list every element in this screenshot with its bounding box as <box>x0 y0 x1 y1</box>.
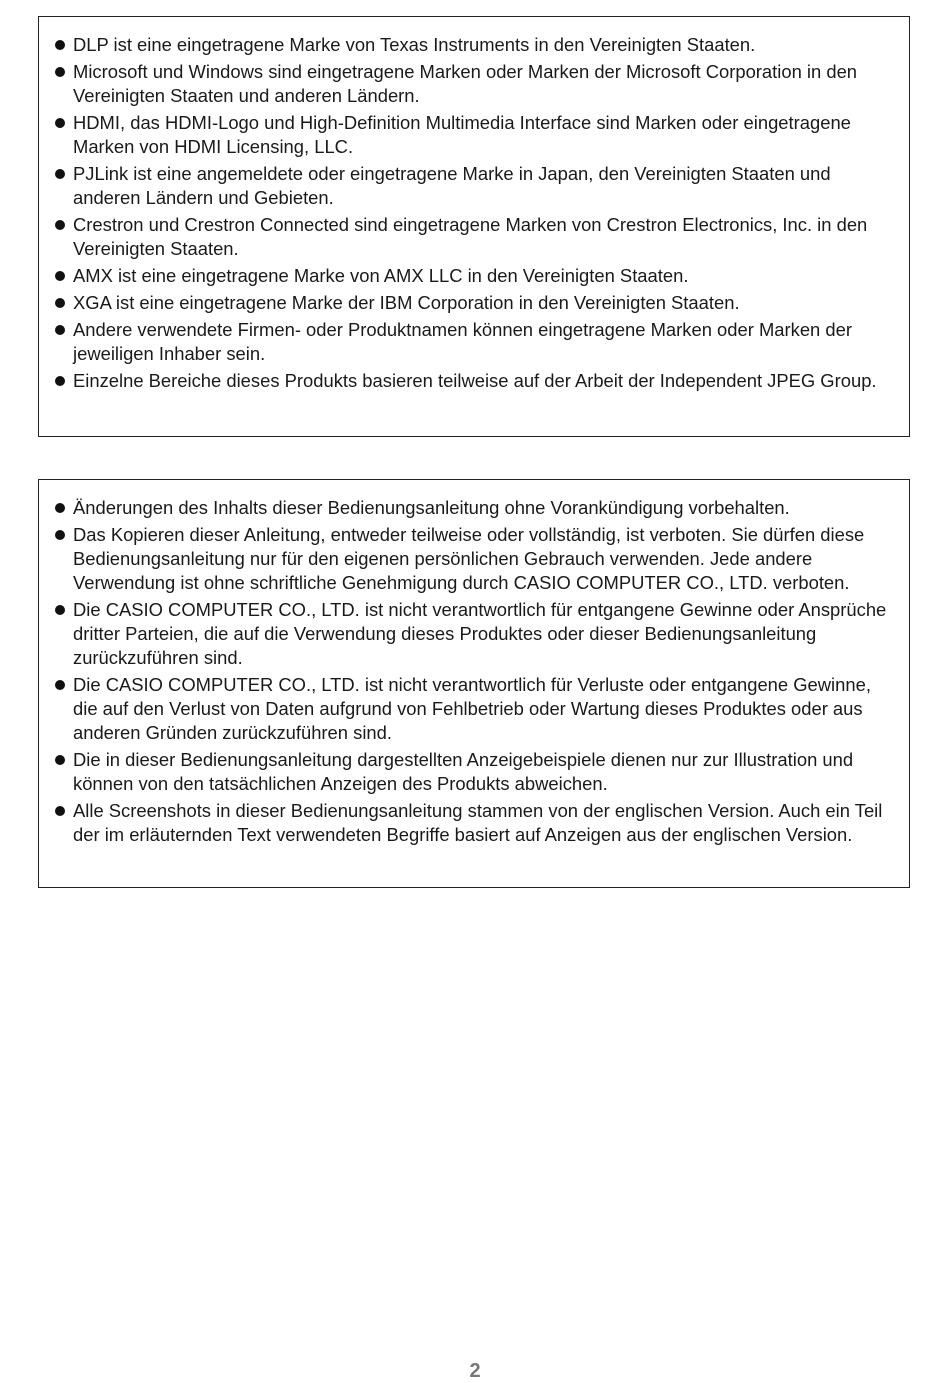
list-item <box>55 748 895 796</box>
list-item <box>55 111 895 159</box>
list-item <box>55 496 895 520</box>
bullet-icon <box>55 40 65 50</box>
bullet-icon <box>55 755 65 765</box>
bullet-icon <box>55 67 65 77</box>
list-item-text: PJLink ist eine angemeldete oder eingetragene Marke in Japan, den Vereinigten Staaten und anderen Ländern und Gebieten. <box>73 163 831 208</box>
bullet-icon <box>55 325 65 335</box>
list-item <box>55 369 895 393</box>
list-item <box>55 213 895 261</box>
list-item-text: Microsoft und Windows sind eingetragene Marken oder Marken der Microsoft Corporation in den Vereinigten Staaten und anderen Ländern. <box>73 61 858 106</box>
bullet-icon <box>55 605 65 615</box>
bullet-icon <box>55 271 65 281</box>
bullet-icon <box>55 220 65 230</box>
list-item-text: Die in dieser Bedienungsanleitung dargestellten Anzeigebeispiele dienen nur zur Illustration und können von den tatsächlichen Anzeigen des Produkts abweichen. <box>73 749 854 794</box>
bullet-icon <box>55 530 65 540</box>
list-item <box>55 673 895 745</box>
page-number: 2 <box>469 1360 481 1382</box>
list-item-text: Die CASIO COMPUTER CO., LTD. ist nicht verantwortlich für Verluste oder entgangene Gewinne, die auf den Verlust von Daten aufgrund von Fehlbetrieb oder Wartung dieses Produktes oder aus anderen Gründen zurückzuführen sind. <box>73 674 871 743</box>
list-item-text: Änderungen des Inhalts dieser Bedienungsanleitung ohne Vorankündigung vorbehalten. <box>73 497 790 518</box>
bullet-icon <box>55 169 65 179</box>
list-item <box>55 598 895 670</box>
list-item-text: Einzelne Bereiche dieses Produkts basieren teilweise auf der Arbeit der Independent JPEG Group. <box>73 370 877 391</box>
trademarks-list <box>55 33 895 393</box>
bullet-icon <box>55 376 65 386</box>
list-item-text: XGA ist eine eingetragene Marke der IBM Corporation in den Vereinigten Staaten. <box>73 292 740 313</box>
bullet-icon <box>55 806 65 816</box>
list-item-text: Das Kopieren dieser Anleitung, entweder teilweise oder vollständig, ist verboten. Sie dürfen diese Bedienungsanleitung nur für den eigenen persönlichen Gebrauch verwenden. Jede andere Verwendung ist ohne schriftliche Genehmigung durch CASIO COMPUTER CO., LTD. verboten. <box>73 524 865 593</box>
list-item <box>55 799 895 847</box>
trademarks-box <box>38 16 910 437</box>
list-item-text: DLP ist eine eingetragene Marke von Texas Instruments in den Vereinigten Staaten. <box>73 34 756 55</box>
list-item <box>55 60 895 108</box>
list-item-text: Andere verwendete Firmen- oder Produktnamen können eingetragene Marken oder Marken der jeweiligen Inhaber sein. <box>73 319 852 364</box>
list-item <box>55 264 895 288</box>
notices-box <box>38 479 910 888</box>
notices-list <box>55 496 895 847</box>
list-item <box>55 291 895 315</box>
bullet-icon <box>55 118 65 128</box>
list-item-text: AMX ist eine eingetragene Marke von AMX LLC in den Vereinigten Staaten. <box>73 265 689 286</box>
list-item-text: Die CASIO COMPUTER CO., LTD. ist nicht verantwortlich für entgangene Gewinne oder Ansprüche dritter Parteien, die auf die Verwendung dieses Produktes oder dieser Bedienungsanleitung zurückzuführen sind. <box>73 599 887 668</box>
list-item <box>55 318 895 366</box>
list-item-text: HDMI, das HDMI-Logo und High-Definition Multimedia Interface sind Marken oder eingetragene Marken von HDMI Licensing, LLC. <box>73 112 851 157</box>
list-item <box>55 33 895 57</box>
bullet-icon <box>55 680 65 690</box>
list-item-text: Crestron und Crestron Connected sind eingetragene Marken von Crestron Electronics, Inc. in den Vereinigten Staaten. <box>73 214 868 259</box>
list-item-text: Alle Screenshots in dieser Bedienungsanleitung stammen von der englischen Version. Auch ein Teil der im erläuternden Text verwendeten Begriffe basiert auf Anzeigen aus der englischen Version. <box>73 800 883 845</box>
bullet-icon <box>55 298 65 308</box>
list-item <box>55 523 895 595</box>
list-item <box>55 162 895 210</box>
bullet-icon <box>55 503 65 513</box>
